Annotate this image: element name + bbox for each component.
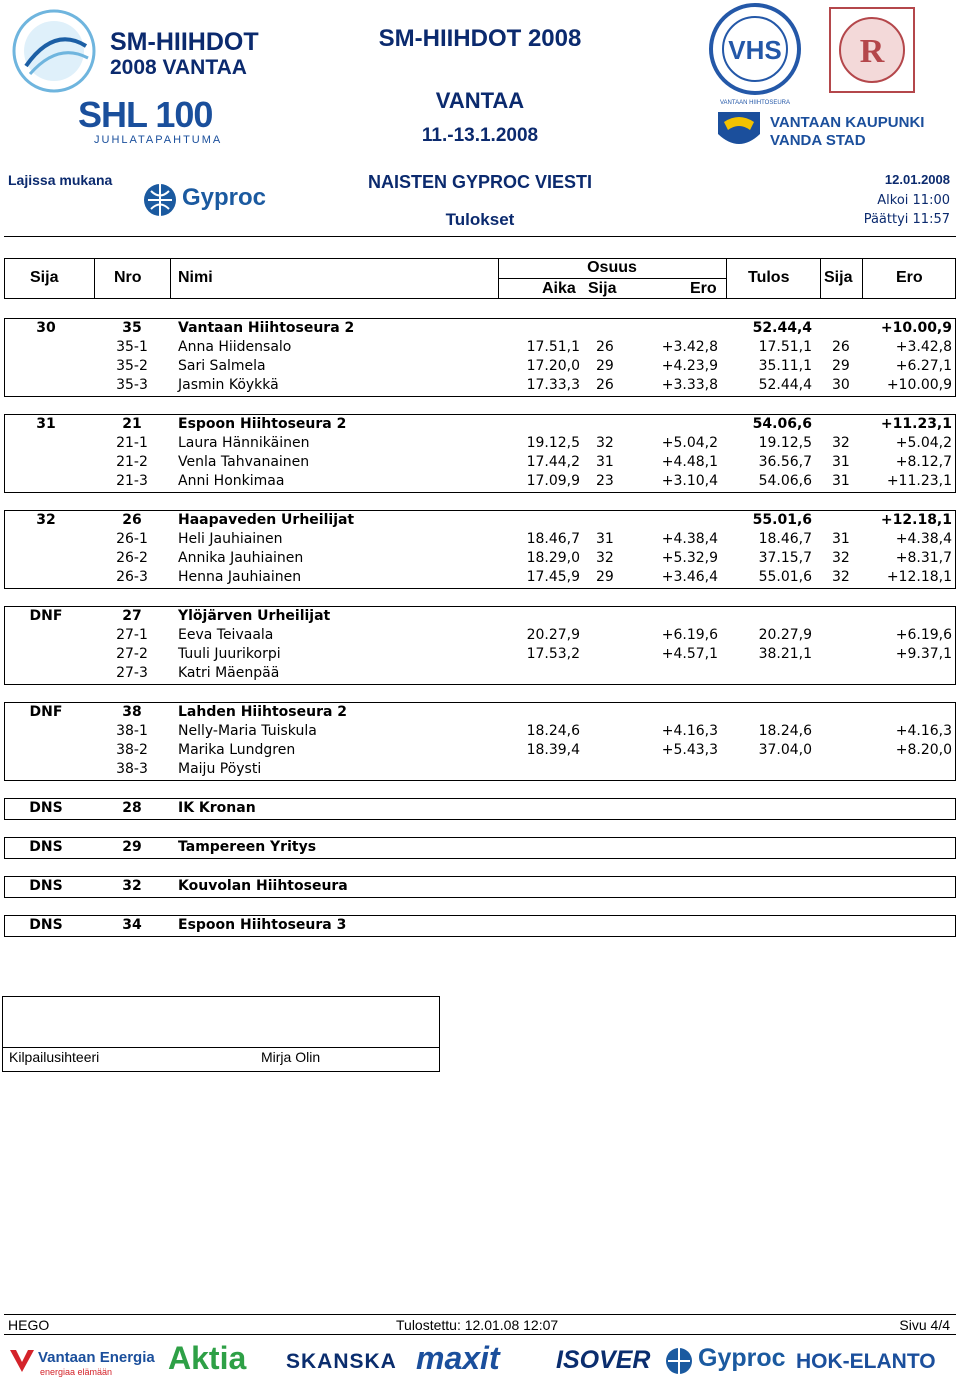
leg-total-rank: 32 [832,569,850,585]
vhs-logo [708,2,802,106]
leg-total-rank: 26 [832,339,850,355]
leg-rank: 31 [596,454,614,470]
team-number: 27 [122,608,142,624]
col-header-tulos-sija: Sija [824,269,853,286]
team-number: 35 [122,320,142,336]
col-border [170,258,171,298]
col-border [4,258,5,298]
team-number: 21 [122,416,142,432]
leg-total: 55.01,6 [758,569,812,585]
team-box-side [4,318,5,396]
header-divider [4,236,956,237]
leg-number: 27-3 [116,665,148,681]
leg-number: 38-1 [116,723,148,739]
footer-printed: Tulostettu: 12.01.08 12:07 [396,1317,559,1333]
leg-number: 27-2 [116,646,148,662]
team-result: 52.44,4 [752,320,812,336]
vhs-badge-icon [708,2,802,96]
team-separator [4,510,956,511]
column-header-bottom-border [4,298,956,299]
leg-number: 21-3 [116,473,148,489]
leg-total: 18.24,6 [758,723,812,739]
footer-page-number: Sivu 4/4 [899,1317,950,1333]
col-header-osuus: Osuus [587,259,637,276]
event-globe-icon [6,6,102,96]
leg-total-diff: +8.12,7 [895,454,952,470]
vantaan-energia-icon [8,1348,36,1374]
team-rank: 32 [36,512,56,528]
team-box-side [4,798,5,819]
team-rank: DNS [29,917,63,933]
leg-total-diff: +12.18,1 [886,569,952,585]
team-name: Espoon Hiihtoseura 3 [178,917,347,933]
team-box-side [4,702,5,780]
leg-number: 27-1 [116,627,148,643]
svg-text:R: R [859,33,885,70]
event-city: VANTAA [435,88,525,113]
race-start-time: Alkoi 11:00 [877,193,950,208]
shl-100-logo [74,92,224,152]
sponsor-vantaan-energia: Vantaan Energia [38,1349,155,1366]
team-rank: DNS [29,800,63,816]
leg-total: 18.46,7 [758,531,812,547]
leg-diff: +5.32,9 [661,550,718,566]
city-logo-line2: VANDA STAD [770,132,866,149]
team-box-side [955,414,956,492]
leg-rank: 23 [596,473,614,489]
leg-skier-name: Henna Jauhiainen [178,569,302,585]
leg-time: 18.39,4 [526,742,580,758]
sponsor-hok-elanto: HOK-ELANTO [796,1350,936,1373]
team-separator [4,492,956,493]
lajissa-mukana-label: Lajissa mukana [8,172,113,188]
leg-rank: 32 [596,550,614,566]
team-separator [4,837,956,838]
leg-skier-name: Laura Hännikäinen [178,435,310,451]
leg-skier-name: Katri Mäenpää [178,665,280,681]
leg-total: 38.21,1 [758,646,812,662]
team-box-side [955,876,956,897]
signature-role: Kilpailusihteeri [9,1049,100,1065]
team-box-side [4,606,5,684]
leg-rank: 31 [596,531,614,547]
column-header-top-border [4,258,956,259]
team-rank: DNF [29,608,63,624]
event-logo-line1: SM-HIIHDOT [110,28,259,56]
sponsor-maxit: maxit [416,1340,500,1376]
leg-total: 37.04,0 [758,742,812,758]
leg-total-diff: +9.37,1 [895,646,952,662]
leg-diff: +3.46,4 [661,569,718,585]
team-name: IK Kronan [178,800,256,816]
col-header-osuus-ero: Ero [690,280,717,297]
team-separator [4,819,956,820]
gyproc-globe-icon [142,182,178,218]
leg-total-rank: 31 [832,454,850,470]
leg-total-diff: +6.19,6 [895,627,952,643]
team-box-side [4,837,5,858]
signature-name: Mirja Olin [261,1049,321,1065]
vhs-logo-text: VHS [728,35,782,65]
team-rank: DNS [29,839,63,855]
leg-number: 21-1 [116,435,148,451]
col-header-nro: Nro [114,269,142,286]
team-rank: 31 [36,416,56,432]
leg-number: 26-2 [116,550,148,566]
leg-skier-name: Annika Jauhiainen [178,550,304,566]
leg-time: 18.29,0 [526,550,580,566]
leg-diff: +4.57,1 [661,646,718,662]
leg-skier-name: Anna Hiidensalo [178,339,292,355]
team-box-side [955,318,956,396]
team-separator [4,858,956,859]
city-logo-line1: VANTAAN KAUPUNKI [770,114,925,131]
team-number: 26 [122,512,142,528]
sponsor-isover: ISOVER [556,1346,651,1374]
vantaa-crest-icon [714,108,764,152]
leg-number: 26-3 [116,569,148,585]
leg-total: 37.15,7 [758,550,812,566]
leg-diff: +5.04,2 [661,435,718,451]
team-rank: 30 [36,320,56,336]
leg-diff: +6.19,6 [661,627,718,643]
leg-total-rank: 29 [832,358,850,374]
leg-number: 35-1 [116,339,148,355]
leg-rank: 26 [596,377,614,393]
team-number: 28 [122,800,142,816]
leg-rank: 29 [596,358,614,374]
col-border [820,258,821,298]
team-box-side [955,798,956,819]
team-box-side [4,915,5,936]
leg-number: 26-1 [116,531,148,547]
leg-number: 38-3 [116,761,148,777]
leg-total: 52.44,4 [758,377,812,393]
leg-total: 54.06,6 [758,473,812,489]
leg-total-rank: 32 [832,550,850,566]
team-box-side [955,510,956,588]
leg-total: 20.27,9 [758,627,812,643]
event-dates: 11.-13.1.2008 [421,125,539,146]
leg-rank: 32 [596,435,614,451]
col-border [726,258,727,298]
team-separator [4,897,956,898]
col-header-nimi: Nimi [178,269,213,286]
leg-total-diff: +4.38,4 [895,531,952,547]
anniversary-badge-icon [822,4,922,98]
footer-divider [4,1314,956,1315]
team-separator [4,414,956,415]
team-number: 34 [122,917,142,933]
leg-total-rank: 31 [832,473,850,489]
leg-time: 18.46,7 [526,531,580,547]
leg-diff: +3.42,8 [661,339,718,355]
signature-line [3,1047,439,1048]
race-date: 12.01.2008 [884,172,950,187]
team-separator [4,876,956,877]
team-name: Vantaan Hiihtoseura 2 [178,320,355,336]
team-separator [4,780,956,781]
leg-total: 19.12,5 [758,435,812,451]
shl-logo-sub: JUHLATAPAHTUMA [94,134,223,146]
leg-number: 35-3 [116,377,148,393]
leg-total-diff: +4.16,3 [895,723,952,739]
team-box-side [955,837,956,858]
leg-total: 17.51,1 [758,339,812,355]
team-separator [4,606,956,607]
leg-total-diff: +6.27,1 [895,358,952,374]
col-header-osuus-sija: Sija [588,280,617,297]
team-box-side [955,915,956,936]
leg-number: 21-2 [116,454,148,470]
team-separator [4,915,956,916]
team-name: Espoon Hiihtoseura 2 [178,416,347,432]
col-header-aika: Aika [542,280,576,297]
team-box-side [4,876,5,897]
gyproc-footer-globe-icon [664,1346,694,1376]
leg-diff: +4.16,3 [661,723,718,739]
sponsor-vantaan-energia-slogan: energiaa elämään [40,1367,113,1377]
team-separator [4,684,956,685]
leg-time: 17.09,9 [526,473,580,489]
col-header-tulos: Tulos [748,269,790,286]
team-result: 55.01,6 [752,512,812,528]
team-box-side [4,510,5,588]
leg-total: 35.11,1 [758,358,812,374]
vhs-ring-text: VANTAAN HIIHTOSEURA [719,100,790,106]
sponsor-aktia: Aktia [168,1340,247,1376]
team-number: 32 [122,878,142,894]
leg-time: 17.45,9 [526,569,580,585]
team-name: Ylöjärven Urheilijat [178,608,331,624]
leg-rank: 29 [596,569,614,585]
leg-time: 17.33,3 [526,377,580,393]
leg-time: 19.12,5 [526,435,580,451]
leg-number: 35-2 [116,358,148,374]
team-diff: +12.18,1 [880,512,952,528]
shl-logo-text: SHL 100 [78,94,213,135]
leg-time: 17.51,1 [526,339,580,355]
leg-time: 20.27,9 [526,627,580,643]
leg-diff: +3.10,4 [661,473,718,489]
leg-rank: 26 [596,339,614,355]
leg-total-diff: +8.31,7 [895,550,952,566]
leg-diff: +4.23,9 [661,358,718,374]
gyproc-logo-text: Gyproc [182,184,267,211]
page-title: SM-HIIHDOT 2008 [378,25,582,52]
leg-total-rank: 31 [832,531,850,547]
leg-diff: +3.33,8 [661,377,718,393]
footer-bottom-line [4,1334,956,1335]
team-diff: +10.00,9 [880,320,952,336]
leg-total-diff: +8.20,0 [895,742,952,758]
leg-skier-name: Venla Tahvanainen [178,454,310,470]
sm-hiihdot-logo [6,6,266,94]
col-border [94,258,95,298]
team-name: Tampereen Yritys [178,839,317,855]
leg-skier-name: Tuuli Juurikorpi [178,646,281,662]
col-header-tulos-ero: Ero [896,269,923,286]
osuus-divider [498,278,726,279]
signature-box [2,996,440,1072]
event-logo-line2: 2008 VANTAA [110,56,247,79]
team-box-side [955,606,956,684]
team-separator [4,588,956,589]
team-name: Kouvolan Hiihtoseura [178,878,348,894]
leg-total: 36.56,7 [758,454,812,470]
leg-total-diff: +3.42,8 [895,339,952,355]
leg-skier-name: Heli Jauhiainen [178,531,283,547]
results-heading: Tulokset [445,210,515,229]
leg-diff: +4.48,1 [661,454,718,470]
leg-skier-name: Sari Salmela [178,358,266,374]
team-separator [4,702,956,703]
team-box-side [955,702,956,780]
team-rank: DNF [29,704,63,720]
col-header-sija: Sija [30,269,59,286]
team-diff: +11.23,1 [880,416,952,432]
team-box-side [4,414,5,492]
leg-skier-name: Jasmin Köykkä [178,377,279,393]
team-rank: DNS [29,878,63,894]
team-name: Haapaveden Urheilijat [178,512,355,528]
leg-skier-name: Anni Honkimaa [178,473,285,489]
team-name: Lahden Hiihtoseura 2 [178,704,348,720]
leg-time: 18.24,6 [526,723,580,739]
race-end-time: Päättyi 11:57 [863,212,950,227]
sponsor-gyproc: Gyproc [698,1344,786,1372]
team-number: 38 [122,704,142,720]
leg-total-rank: 32 [832,435,850,451]
leg-total-diff: +5.04,2 [895,435,952,451]
team-result: 54.06,6 [752,416,812,432]
leg-time: 17.53,2 [526,646,580,662]
leg-diff: +4.38,4 [661,531,718,547]
leg-number: 38-2 [116,742,148,758]
leg-total-diff: +10.00,9 [886,377,952,393]
col-border [955,258,956,298]
team-number: 29 [122,839,142,855]
leg-total-diff: +11.23,1 [886,473,952,489]
team-separator [4,798,956,799]
leg-time: 17.44,2 [526,454,580,470]
leg-total-rank: 30 [832,377,850,393]
leg-time: 17.20,0 [526,358,580,374]
team-separator [4,318,956,319]
footer-system: HEGO [8,1317,50,1333]
leg-skier-name: Nelly-Maria Tuiskula [178,723,317,739]
leg-skier-name: Marika Lundgren [178,742,296,758]
sponsor-skanska: SKANSKA [286,1350,397,1373]
race-name: NAISTEN GYPROC VIESTI [367,172,593,192]
team-separator [4,936,956,937]
leg-skier-name: Eeva Teivaala [178,627,274,643]
leg-diff: +5.43,3 [661,742,718,758]
col-border [862,258,863,298]
team-separator [4,396,956,397]
leg-skier-name: Maiju Pöysti [178,761,262,777]
gyproc-logo [142,182,272,222]
